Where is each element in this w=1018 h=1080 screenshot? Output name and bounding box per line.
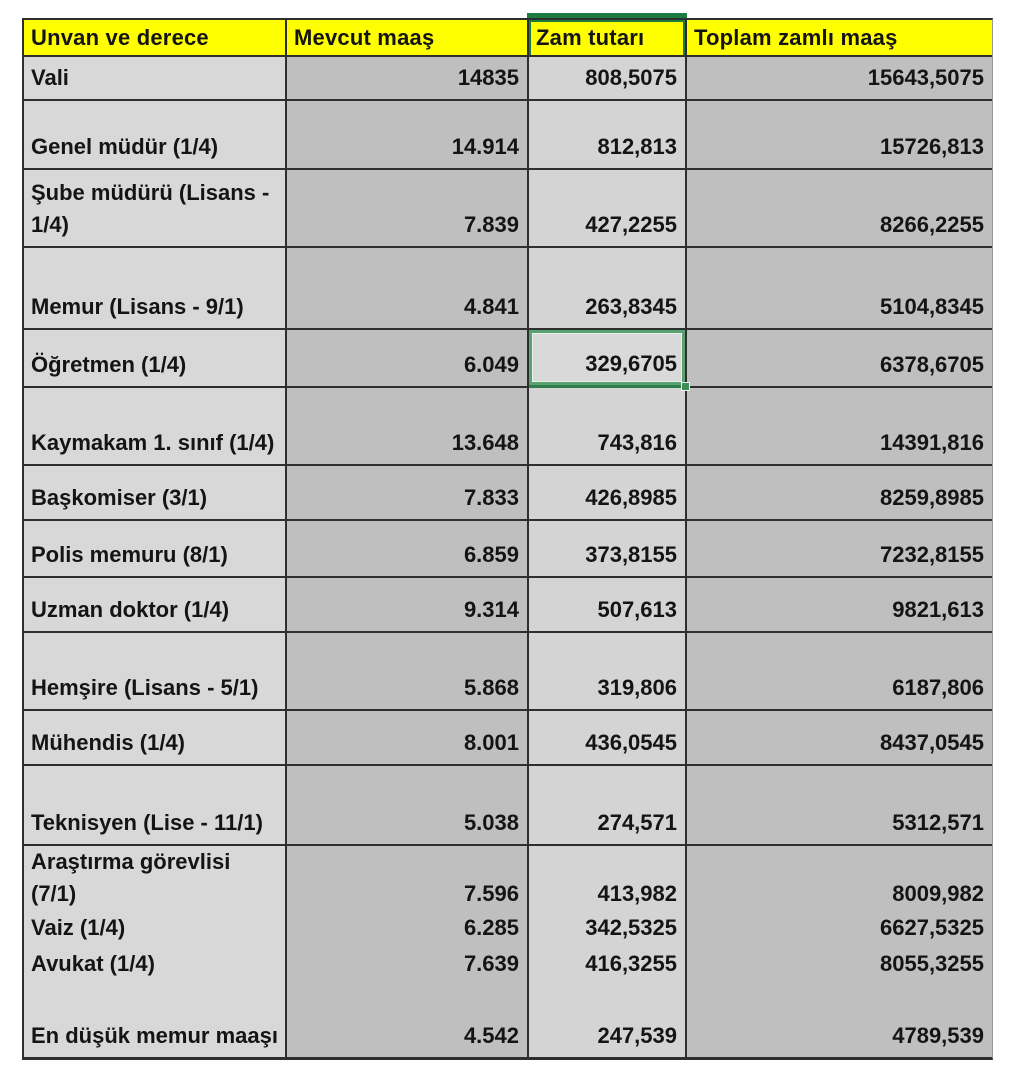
row-label: Polis memuru (8/1): [31, 542, 228, 568]
toplam-zamli-maas-cell[interactable]: [687, 170, 992, 248]
row-label: Araştırma görevlisi (7/1): [31, 849, 231, 906]
cell-value: 6.859: [463, 542, 519, 568]
zam-tutari-cell[interactable]: [529, 633, 687, 711]
mevcut-maas-cell[interactable]: [287, 521, 529, 578]
cell-value: 14391,816: [880, 430, 984, 456]
cell-value: 8009,982: [892, 880, 984, 906]
cell-value: 8266,2255: [880, 212, 984, 238]
header-mevcut-maas[interactable]: Mevcut maaş: [287, 20, 529, 57]
row-label: Kaymakam 1. sınıf (1/4): [31, 430, 275, 456]
cell-value: 274,571: [597, 810, 677, 836]
cell-value: 9821,613: [892, 597, 984, 623]
unvan-cell[interactable]: [24, 101, 287, 170]
mevcut-maas-cell[interactable]: [287, 912, 529, 951]
table-row: [24, 766, 992, 846]
unvan-cell[interactable]: [24, 388, 287, 466]
table-row: [24, 330, 992, 388]
table-row: [24, 101, 992, 170]
cell-value: 6187,806: [892, 675, 984, 701]
cell-value: 5.038: [463, 810, 519, 836]
mevcut-maas-cell[interactable]: [287, 57, 529, 101]
cell-value: 427,2255: [585, 212, 677, 238]
cell-value: 426,8985: [585, 485, 677, 511]
table-row: [24, 466, 992, 521]
cell-value: 14835: [457, 65, 519, 91]
table-row: [24, 633, 992, 711]
zam-tutari-cell[interactable]: [529, 846, 687, 917]
cell-value: 8055,3255: [880, 951, 984, 976]
unvan-cell[interactable]: [24, 57, 287, 101]
cell-value: 8.001: [463, 730, 519, 756]
cell-value: 507,613: [597, 597, 677, 623]
table-row: [24, 912, 992, 948]
table-body: [24, 57, 992, 1057]
cell-value: 247,539: [597, 1023, 677, 1049]
table-row: [24, 170, 992, 248]
zam-tutari-cell[interactable]: [529, 330, 687, 388]
toplam-zamli-maas-cell[interactable]: [687, 388, 992, 466]
cell-value: 7.596: [463, 880, 519, 906]
zam-tutari-cell[interactable]: [529, 248, 687, 330]
cell-value: 8259,8985: [880, 485, 984, 511]
zam-tutari-cell[interactable]: [529, 466, 687, 521]
cell-value: 4.542: [463, 1023, 519, 1049]
cell-value: 7.639: [463, 951, 519, 976]
toplam-zamli-maas-cell[interactable]: [687, 466, 992, 521]
zam-tutari-cell[interactable]: [529, 578, 687, 633]
cell-value: 14.914: [451, 134, 519, 160]
unvan-cell[interactable]: [24, 248, 287, 330]
unvan-cell[interactable]: [24, 912, 287, 951]
zam-tutari-cell[interactable]: [529, 766, 687, 846]
cell-value: 15726,813: [880, 134, 984, 160]
toplam-zamli-maas-cell[interactable]: [687, 912, 992, 951]
row-label: En düşük memur maaşı: [31, 1023, 278, 1049]
cell-value: 373,8155: [585, 542, 677, 568]
mevcut-maas-cell[interactable]: [287, 170, 529, 248]
unvan-cell[interactable]: [24, 578, 287, 633]
cell-value: 7.839: [463, 212, 519, 238]
cell-value: 9.314: [463, 597, 519, 623]
cell-value: 5104,8345: [880, 294, 984, 320]
table-header-row: [24, 20, 992, 57]
cell-value: 7232,8155: [880, 542, 984, 568]
row-label: Hemşire (Lisans - 5/1): [31, 675, 259, 701]
toplam-zamli-maas-cell[interactable]: [687, 578, 992, 633]
zam-tutari-cell[interactable]: [529, 711, 687, 766]
table-row: [24, 982, 992, 1057]
toplam-zamli-maas-cell[interactable]: [687, 711, 992, 766]
cell-value: 6.285: [463, 915, 519, 940]
header-zam-tutari[interactable]: Zam tutarı: [529, 20, 687, 57]
mevcut-maas-cell[interactable]: [287, 388, 529, 466]
unvan-cell[interactable]: [24, 846, 287, 917]
row-label: Teknisyen (Lise - 11/1): [31, 810, 263, 836]
fill-handle[interactable]: [681, 382, 690, 391]
mevcut-maas-cell[interactable]: [287, 766, 529, 846]
unvan-cell[interactable]: [24, 466, 287, 521]
cell-value: 13.648: [451, 430, 519, 456]
zam-tutari-cell[interactable]: [529, 982, 687, 1057]
toplam-zamli-maas-cell[interactable]: [687, 330, 992, 388]
mevcut-maas-cell[interactable]: [287, 846, 529, 917]
salary-table: [22, 18, 993, 1060]
cell-value: 416,3255: [585, 951, 677, 976]
cell-value: 436,0545: [585, 730, 677, 756]
unvan-cell[interactable]: [24, 330, 287, 388]
row-label: Başkomiser (3/1): [31, 485, 208, 511]
cell-value: 319,806: [597, 675, 677, 701]
mevcut-maas-cell[interactable]: [287, 248, 529, 330]
toplam-zamli-maas-cell[interactable]: [687, 846, 992, 917]
row-label: Genel müdür (1/4): [31, 134, 219, 160]
row-label: Uzman doktor (1/4): [31, 597, 230, 623]
mevcut-maas-cell[interactable]: [287, 633, 529, 711]
cell-value: 743,816: [597, 430, 677, 456]
toplam-zamli-maas-cell[interactable]: [687, 248, 992, 330]
zam-tutari-cell[interactable]: [529, 170, 687, 248]
cell-value: 808,5075: [585, 65, 677, 91]
cell-value: 6627,5325: [880, 915, 984, 940]
table-row: [24, 948, 992, 982]
table-row: [24, 846, 992, 912]
cell-value: 5312,571: [892, 810, 984, 836]
cell-value: 5.868: [463, 675, 519, 701]
header-unvan-ve-derece[interactable]: Unvan ve derece: [24, 20, 287, 57]
toplam-zamli-maas-cell[interactable]: [687, 101, 992, 170]
cell-value: 329,6705: [585, 351, 677, 377]
cell-value: 6.049: [463, 352, 519, 378]
unvan-cell[interactable]: [24, 633, 287, 711]
cell-value: 6378,6705: [880, 352, 984, 378]
table-row: [24, 521, 992, 578]
cell-value: 4.841: [463, 294, 519, 320]
cell-value: 4789,539: [892, 1023, 984, 1049]
row-label: Memur (Lisans - 9/1): [31, 294, 244, 320]
row-label: Mühendis (1/4): [31, 730, 186, 756]
table-row: [24, 578, 992, 633]
zam-tutari-cell[interactable]: [529, 388, 687, 466]
row-label: Vaiz (1/4): [31, 915, 126, 940]
toplam-zamli-maas-cell[interactable]: [687, 633, 992, 711]
mevcut-maas-cell[interactable]: [287, 711, 529, 766]
toplam-zamli-maas-cell[interactable]: [687, 766, 992, 846]
cell-value: 342,5325: [585, 915, 677, 940]
zam-tutari-cell[interactable]: [529, 101, 687, 170]
row-label: Öğretmen (1/4): [31, 352, 187, 378]
cell-value: 15643,5075: [867, 65, 984, 91]
row-label: Şube müdürü (Lisans - 1/4): [31, 180, 270, 238]
unvan-cell[interactable]: [24, 170, 287, 248]
toplam-zamli-maas-cell[interactable]: [687, 521, 992, 578]
toplam-zamli-maas-cell[interactable]: [687, 982, 992, 1057]
mevcut-maas-cell[interactable]: [287, 578, 529, 633]
mevcut-maas-cell[interactable]: [287, 466, 529, 521]
mevcut-maas-cell[interactable]: [287, 101, 529, 170]
cell-value: 7.833: [463, 485, 519, 511]
mevcut-maas-cell[interactable]: [287, 982, 529, 1057]
row-label: Avukat (1/4): [31, 951, 155, 976]
cell-value: 8437,0545: [880, 730, 984, 756]
mevcut-maas-cell[interactable]: [287, 330, 529, 388]
zam-tutari-cell[interactable]: [529, 521, 687, 578]
unvan-cell[interactable]: [24, 982, 287, 1057]
unvan-cell[interactable]: [24, 711, 287, 766]
toplam-zamli-maas-cell[interactable]: [687, 57, 992, 101]
unvan-cell[interactable]: [24, 766, 287, 846]
table-row: [24, 711, 992, 766]
header-toplam-zamli-maas[interactable]: Toplam zamlı maaş: [687, 20, 992, 57]
table-row: [24, 57, 992, 101]
table-row: [24, 248, 992, 330]
cell-value: 263,8345: [585, 294, 677, 320]
cell-value: 812,813: [597, 134, 677, 160]
zam-tutari-cell[interactable]: [529, 912, 687, 951]
row-label: Vali: [31, 65, 69, 91]
cell-value: 413,982: [597, 880, 677, 906]
unvan-cell[interactable]: [24, 521, 287, 578]
table-row: [24, 388, 992, 466]
zam-tutari-cell[interactable]: [529, 57, 687, 101]
